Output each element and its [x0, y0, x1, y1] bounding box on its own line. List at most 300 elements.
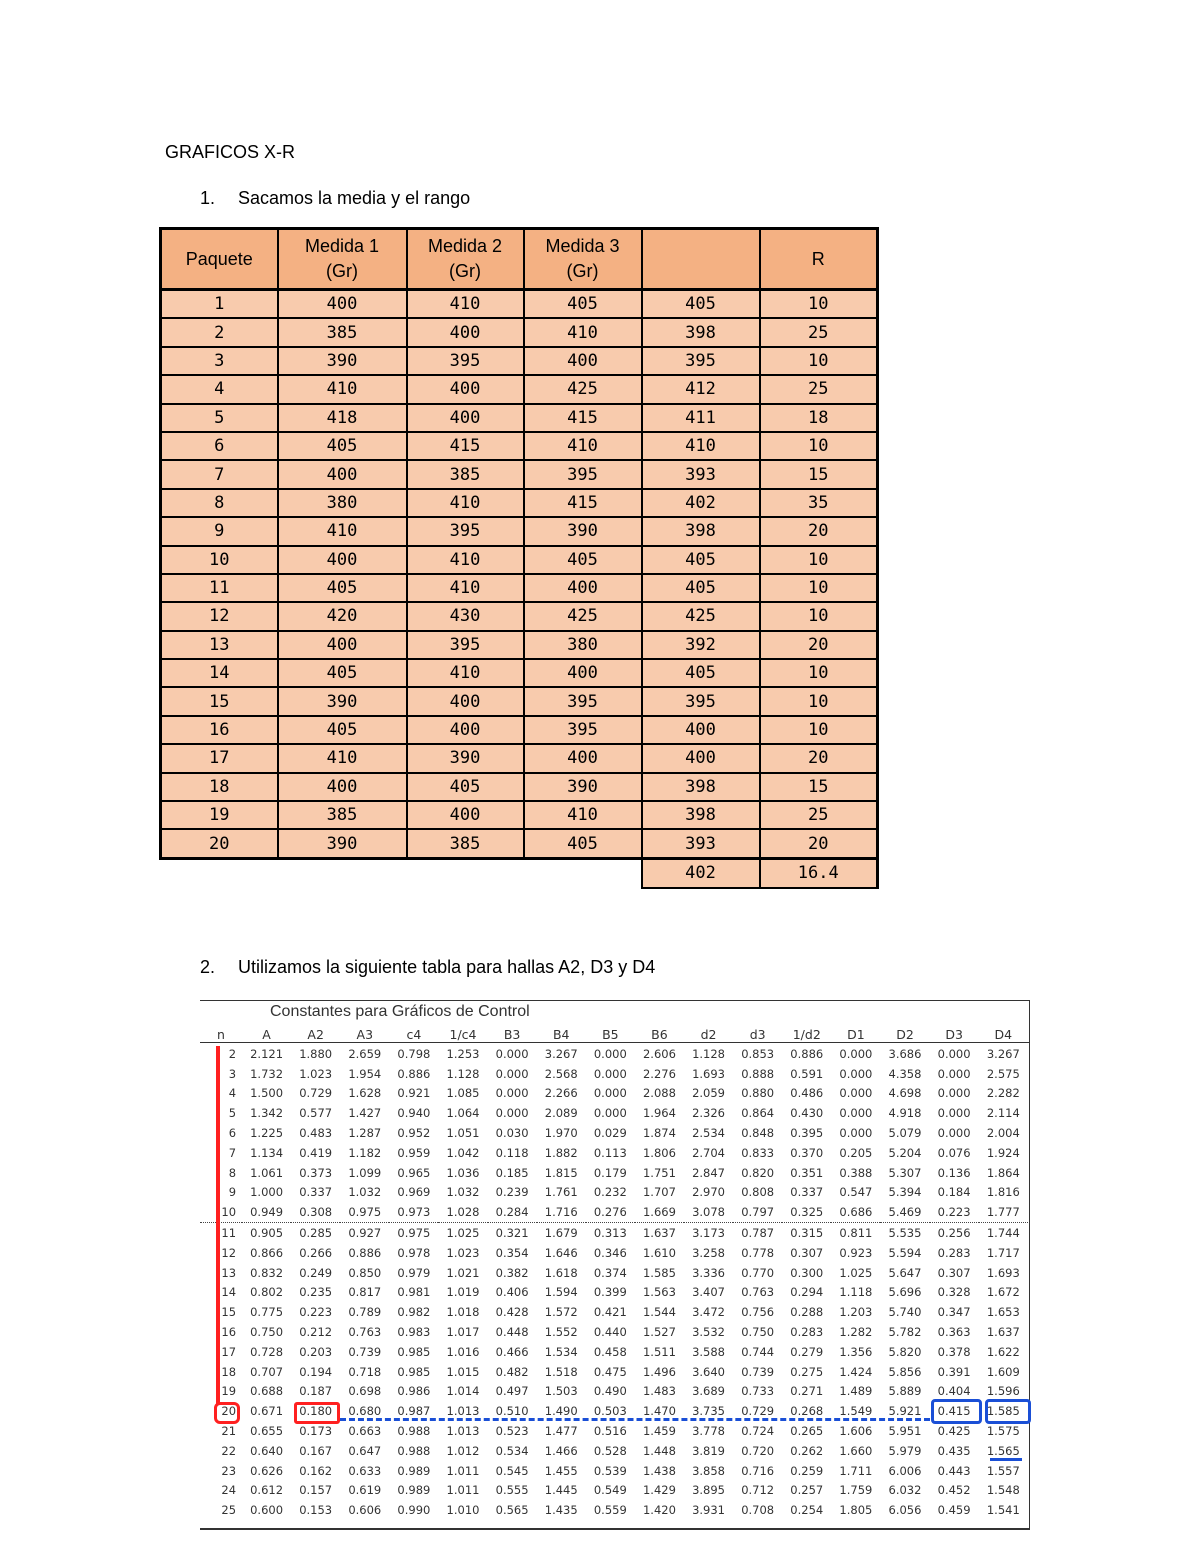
blue-dashed-underline	[340, 1418, 930, 1421]
constants-cell: 1.954	[348, 1066, 382, 1081]
table-cell: 4	[161, 375, 278, 403]
header-col-1	[278, 229, 407, 290]
table-cell: 390	[524, 773, 642, 801]
constants-cell: 1.420	[642, 1503, 676, 1518]
table-row	[161, 318, 878, 346]
table-row	[161, 460, 878, 488]
constants-row	[200, 1421, 1028, 1441]
constants-cell: 0.000	[593, 1046, 627, 1061]
blue-box-d3	[931, 1399, 982, 1424]
constants-cell: 1.016	[446, 1344, 480, 1359]
table-cell: 9	[161, 517, 278, 545]
constants-cell: 2.606	[642, 1046, 676, 1061]
constants-cell: 0.483	[299, 1126, 333, 1141]
constants-cell: 1.717	[986, 1245, 1020, 1260]
constants-cell: 0.179	[593, 1165, 627, 1180]
constants-row	[200, 1500, 1028, 1520]
table-cell: 405	[278, 659, 407, 687]
constants-cell: 3.588	[692, 1344, 726, 1359]
table-cell: 395	[642, 687, 760, 715]
constants-cell: 0.982	[397, 1305, 431, 1320]
constants-cell: 1.356	[839, 1344, 873, 1359]
constants-cell: 0.279	[790, 1344, 824, 1359]
constants-cell: 0.549	[593, 1483, 627, 1498]
table-cell: 400	[524, 744, 642, 772]
constants-cell: 0.000	[839, 1126, 873, 1141]
constants-cell: 0.254	[790, 1503, 824, 1518]
constants-cell: 0.276	[586, 1202, 635, 1222]
constants-header-4: c4	[406, 1026, 422, 1042]
constants-header-11: d3	[749, 1026, 766, 1042]
table-cell: 393	[642, 829, 760, 858]
constants-cell: 1.023	[446, 1245, 480, 1260]
constants-cell: 1.527	[642, 1325, 676, 1340]
table-row	[161, 716, 878, 744]
constants-cell: 0.820	[741, 1165, 775, 1180]
constants-cell: 1.707	[642, 1185, 676, 1200]
constants-cell: 0.118	[495, 1145, 529, 1160]
constants-cell: 0.458	[593, 1344, 627, 1359]
constants-cell: 2.659	[348, 1046, 382, 1061]
table-cell: 400	[278, 290, 407, 319]
constants-cell: 1.544	[642, 1305, 676, 1320]
header-col-2-line2: (Gr)	[449, 261, 481, 281]
constants-cell: 0.680	[348, 1404, 382, 1419]
constants-header-6: B3	[503, 1026, 521, 1042]
constants-cell: 1.622	[986, 1344, 1020, 1359]
constants-cell: 1.438	[642, 1463, 676, 1478]
constants-cell: 0.399	[593, 1285, 627, 1300]
constants-cell: 3.258	[692, 1245, 726, 1260]
constants-row	[200, 1243, 1028, 1263]
constants-cell: 1.660	[839, 1443, 873, 1458]
constants-cell: 1.011	[446, 1463, 480, 1478]
table-cell: 400	[524, 574, 642, 602]
constants-cell: 0.733	[741, 1384, 775, 1399]
table-cell: 35	[760, 489, 878, 517]
constants-cell: 1.061	[250, 1165, 284, 1180]
constants-cell: 0.739	[741, 1364, 775, 1379]
constants-cell: 1.585	[986, 1404, 1020, 1419]
table-cell: 7	[161, 460, 278, 488]
constants-cell: 1.816	[986, 1185, 1020, 1200]
constants-header-3: A3	[356, 1026, 374, 1042]
constants-cell: 0.985	[397, 1344, 431, 1359]
constants-cell: 0.428	[495, 1305, 529, 1320]
constants-cell: 1.693	[692, 1066, 726, 1081]
table-cell: 395	[407, 347, 524, 375]
constants-cell: 3	[228, 1066, 237, 1081]
constants-cell: 5.079	[888, 1126, 922, 1141]
constants-cell: 1.014	[446, 1384, 480, 1399]
constants-cell: 6.056	[888, 1503, 922, 1518]
constants-cell: 1.051	[446, 1126, 480, 1141]
constants-cell: 0.354	[495, 1245, 529, 1260]
constants-cell: 0.459	[937, 1503, 971, 1518]
constants-cell: 0.750	[250, 1325, 284, 1340]
table-cell: 10	[161, 546, 278, 574]
constants-cell: 24	[221, 1483, 237, 1498]
table-cell: 25	[760, 375, 878, 403]
constants-cell: 0.763	[741, 1285, 775, 1300]
table-cell: 385	[407, 829, 524, 858]
constants-cell: 5.782	[888, 1325, 922, 1340]
constants-cell: 1.010	[446, 1503, 480, 1518]
constants-cell: 5.535	[888, 1226, 922, 1241]
constants-cell: 0.973	[389, 1202, 438, 1222]
table-cell: 2	[161, 318, 278, 346]
constants-cell: 2.326	[692, 1106, 726, 1121]
constants-cell: 0.346	[593, 1245, 627, 1260]
constants-cell: 0.347	[937, 1305, 971, 1320]
constants-cell: 6.032	[888, 1483, 922, 1498]
constants-cell: 0.983	[397, 1325, 431, 1340]
constants-cell: 0.173	[299, 1424, 333, 1439]
constants-cell: 1.470	[642, 1404, 676, 1419]
constants-cell: 0.516	[593, 1424, 627, 1439]
constants-cell: 4	[228, 1086, 237, 1101]
table-row	[161, 801, 878, 829]
constants-row	[200, 1461, 1028, 1481]
constants-cell: 0.328	[937, 1285, 971, 1300]
table-cell: 415	[407, 432, 524, 460]
constants-cell: 5.469	[880, 1202, 929, 1222]
table-cell: 410	[407, 546, 524, 574]
constants-cell: 0.167	[299, 1443, 333, 1458]
constants-cell: 0.927	[348, 1226, 382, 1241]
constants-cell: 0.988	[397, 1443, 431, 1458]
constants-header-0: n	[217, 1026, 225, 1042]
table-cell: 18	[760, 404, 878, 432]
step-1-text: Sacamos la media y el rango	[238, 188, 471, 208]
constants-cell: 0.283	[937, 1245, 971, 1260]
document-title: GRAFICOS X-R	[165, 142, 296, 162]
constants-cell: 0.337	[790, 1185, 824, 1200]
table-cell: 398	[642, 773, 760, 801]
constants-cell: 0.435	[937, 1443, 971, 1458]
constants-cell: 0.288	[790, 1305, 824, 1320]
constants-cell: 0.591	[790, 1066, 824, 1081]
constants-cell: 12	[221, 1245, 237, 1260]
constants-cell: 0.523	[495, 1424, 529, 1439]
constants-cell: 1.099	[348, 1165, 382, 1180]
constants-cell: 0.266	[299, 1245, 333, 1260]
constants-cell: 2.282	[986, 1086, 1020, 1101]
constants-cell: 1.477	[544, 1424, 578, 1439]
constants-cell: 0.378	[937, 1344, 971, 1359]
constants-cell: 14	[221, 1285, 237, 1300]
constants-cell: 2.121	[250, 1046, 284, 1061]
constants-cell: 0.452	[937, 1483, 971, 1498]
constants-cell: 0.811	[839, 1226, 873, 1241]
constants-header-5: 1/c4	[449, 1026, 477, 1042]
constants-cell: 0.443	[937, 1463, 971, 1478]
constants-cell: 1.282	[839, 1325, 873, 1340]
constants-cell: 0.688	[250, 1384, 284, 1399]
constants-cell: 0.000	[495, 1046, 529, 1061]
constants-cell: 1.575	[986, 1424, 1020, 1439]
table-row	[161, 347, 878, 375]
constants-cell: 0.853	[741, 1046, 775, 1061]
constants-cell: 0.923	[839, 1245, 873, 1260]
table-cell: 400	[642, 716, 760, 744]
constants-cell: 1.679	[544, 1226, 578, 1241]
constants-row	[200, 1163, 1028, 1183]
table-cell: 395	[407, 517, 524, 545]
constants-cell: 17	[221, 1344, 237, 1359]
table-cell: 400	[407, 404, 524, 432]
constants-cell: 1.503	[544, 1384, 578, 1399]
constants-cell: 0.482	[495, 1364, 529, 1379]
constants-cell: 0.663	[348, 1424, 382, 1439]
table-cell: 25	[760, 318, 878, 346]
constants-cell: 1.459	[642, 1424, 676, 1439]
constants-cell: 1.225	[250, 1126, 284, 1141]
constants-cell: 1.000	[250, 1185, 284, 1200]
constants-cell: 4.358	[888, 1066, 922, 1081]
constants-cell: 2	[228, 1046, 237, 1061]
constants-cell: 0.382	[495, 1265, 529, 1280]
constants-cell: 0.712	[741, 1483, 775, 1498]
table-cell: 398	[642, 318, 760, 346]
constants-row	[200, 1202, 1028, 1222]
constants-cell: 1.455	[544, 1463, 578, 1478]
constants-cell: 0.285	[299, 1226, 333, 1241]
constants-cell: 1.534	[544, 1344, 578, 1359]
table-row	[161, 744, 878, 772]
constants-cell: 1.490	[544, 1404, 578, 1419]
constants-row	[200, 1302, 1028, 1322]
constants-cell: 1.744	[986, 1226, 1020, 1241]
constants-cell: 3.931	[692, 1503, 726, 1518]
red-box-a2	[294, 1402, 340, 1424]
header-col-4	[642, 229, 760, 290]
constants-cell: 0.990	[397, 1503, 431, 1518]
constants-cell: 1.500	[250, 1086, 284, 1101]
constants-cell: 0.325	[782, 1202, 831, 1222]
constants-cell: 2.114	[986, 1106, 1020, 1121]
constants-cell: 0.744	[741, 1344, 775, 1359]
constants-cell: 0.212	[299, 1325, 333, 1340]
constants-cell: 0.850	[348, 1265, 382, 1280]
constants-cell: 0.223	[930, 1202, 979, 1222]
constants-cell: 5.856	[888, 1364, 922, 1379]
table-cell: 405	[524, 829, 642, 858]
constants-cell: 0.490	[593, 1384, 627, 1399]
table-cell: 400	[407, 375, 524, 403]
constants-cell: 0.832	[250, 1265, 284, 1280]
constants-cell: 0.337	[299, 1185, 333, 1200]
table-cell: 400	[407, 801, 524, 829]
constants-cell: 0.988	[397, 1424, 431, 1439]
total-range: 16.4	[760, 858, 878, 888]
constants-cell: 0.300	[790, 1265, 824, 1280]
constants-cell: 3.078	[684, 1202, 733, 1222]
table-cell: 395	[524, 716, 642, 744]
table-cell: 390	[278, 347, 407, 375]
constants-cell: 1.011	[446, 1483, 480, 1498]
table-cell: 15	[161, 687, 278, 715]
constants-cell: 3.858	[692, 1463, 726, 1478]
table-cell: 10	[760, 716, 878, 744]
constants-cell: 0.374	[593, 1265, 627, 1280]
constants-cell: 1.015	[446, 1364, 480, 1379]
constants-cell: 1.777	[979, 1202, 1028, 1222]
constants-cell: 3.407	[692, 1285, 726, 1300]
constants-cell: 5.394	[888, 1185, 922, 1200]
constants-cell: 0.257	[790, 1483, 824, 1498]
table-cell: 410	[278, 517, 407, 545]
constants-row	[200, 1044, 1028, 1064]
constants-cell: 4.698	[888, 1086, 922, 1101]
totals-spacer	[161, 858, 642, 888]
table-cell: 3	[161, 347, 278, 375]
table-cell: 12	[161, 602, 278, 630]
constants-cell: 0.370	[790, 1145, 824, 1160]
constants-cell: 0.559	[593, 1503, 627, 1518]
constants-cell: 1.548	[986, 1483, 1020, 1498]
constants-cell: 1.496	[642, 1364, 676, 1379]
constants-cell: 3.735	[692, 1404, 726, 1419]
constants-cell: 1.036	[446, 1165, 480, 1180]
table-cell: 395	[407, 631, 524, 659]
constants-cell: 3.689	[692, 1384, 726, 1399]
constants-row	[200, 1283, 1028, 1303]
constants-cell: 0.545	[495, 1463, 529, 1478]
constants-header-8: B5	[602, 1026, 619, 1042]
bottom-rule	[200, 1528, 1030, 1530]
header-col-1-line2: (Gr)	[326, 261, 358, 281]
constants-row	[200, 1084, 1028, 1104]
constants-cell: 1.025	[839, 1265, 873, 1280]
table-cell: 410	[278, 744, 407, 772]
table-cell: 405	[642, 546, 760, 574]
constants-cell: 1.134	[250, 1145, 284, 1160]
constants-cell: 3.778	[692, 1424, 726, 1439]
constants-cell: 5.647	[888, 1265, 922, 1280]
table-row	[161, 773, 878, 801]
table-cell: 10	[760, 687, 878, 715]
constants-cell: 0.724	[741, 1424, 775, 1439]
constants-cell: 0.466	[495, 1344, 529, 1359]
constants-cell: 1.552	[544, 1325, 578, 1340]
constants-cell: 0.271	[790, 1384, 824, 1399]
constants-cell: 1.019	[446, 1285, 480, 1300]
constants-cell: 0.778	[741, 1245, 775, 1260]
table-row	[161, 432, 878, 460]
table-cell: 398	[642, 801, 760, 829]
constants-cell: 3.686	[888, 1046, 922, 1061]
constants-cell: 1.518	[544, 1364, 578, 1379]
table-cell: 412	[642, 375, 760, 403]
constants-cell: 0.989	[397, 1483, 431, 1498]
constants-cell: 0.275	[790, 1364, 824, 1379]
constants-header-1: A	[262, 1026, 271, 1042]
constants-cell: 0.000	[593, 1106, 627, 1121]
constants-cell: 0.268	[790, 1404, 824, 1419]
constants-cell: 1.653	[986, 1305, 1020, 1320]
constants-cell: 0.547	[839, 1185, 873, 1200]
constants-cell: 1.042	[446, 1145, 480, 1160]
constants-cell: 1.448	[642, 1443, 676, 1458]
table-cell: 398	[642, 517, 760, 545]
constants-cell: 0.975	[340, 1202, 389, 1222]
constants-cell: 0.153	[299, 1503, 333, 1518]
constants-cell: 5.951	[888, 1424, 922, 1439]
table-row	[161, 687, 878, 715]
constants-cell: 20	[221, 1404, 237, 1419]
constants-cell: 0.739	[348, 1344, 382, 1359]
constants-cell: 1.693	[986, 1265, 1020, 1280]
constants-cell: 18	[221, 1364, 237, 1379]
constants-cell: 0.000	[593, 1086, 627, 1101]
table-cell: 20	[760, 631, 878, 659]
constants-cell: 10	[200, 1202, 242, 1222]
constants-cell: 23	[221, 1463, 237, 1478]
constants-cell: 5.820	[888, 1344, 922, 1359]
constants-cell: 0.886	[790, 1046, 824, 1061]
constants-cell: 0.239	[495, 1185, 529, 1200]
constants-cell: 0.965	[397, 1165, 431, 1180]
constants-cell: 0.565	[495, 1503, 529, 1518]
table-row	[161, 602, 878, 630]
table-cell: 405	[642, 290, 760, 319]
table-cell: 400	[524, 659, 642, 687]
constants-cell: 0.729	[299, 1086, 333, 1101]
constants-cell: 1.466	[544, 1443, 578, 1458]
table-cell: 390	[407, 744, 524, 772]
constants-cell: 0.789	[348, 1305, 382, 1320]
constants-header-12: 1/d2	[792, 1026, 821, 1042]
constants-cell: 5.204	[888, 1145, 922, 1160]
constants-cell: 6.006	[888, 1463, 922, 1478]
constants-cell: 0.203	[299, 1344, 333, 1359]
constants-cell: 1.064	[446, 1106, 480, 1121]
constants-cell: 0.797	[733, 1202, 782, 1222]
constants-cell: 1.880	[299, 1046, 333, 1061]
header-col-1-line1: Medida 1	[304, 236, 380, 256]
table-cell: 19	[161, 801, 278, 829]
constants-cell: 0.798	[397, 1046, 431, 1061]
constants-cell: 1.874	[642, 1126, 676, 1141]
header-col-2-line1: Medida 2	[427, 236, 503, 256]
constants-cell: 2.704	[692, 1145, 726, 1160]
constants-cell: 1.424	[839, 1364, 873, 1379]
constants-cell: 0.716	[741, 1463, 775, 1478]
constants-cell: 25	[221, 1503, 237, 1518]
table-cell: 405	[524, 546, 642, 574]
blue-box-d4	[985, 1399, 1031, 1424]
constants-cell: 0.256	[937, 1226, 971, 1241]
constants-cell: 0.612	[250, 1483, 284, 1498]
constants-row	[200, 1123, 1028, 1143]
table-cell: 420	[278, 602, 407, 630]
table-cell: 16	[161, 716, 278, 744]
constants-cell: 1.018	[446, 1305, 480, 1320]
constants-cell: 1.023	[299, 1066, 333, 1081]
constants-cell: 1.128	[692, 1046, 726, 1061]
constants-header-16: D4	[994, 1026, 1013, 1042]
constants-cell: 1.732	[250, 1066, 284, 1081]
table-cell: 405	[642, 574, 760, 602]
table-cell: 400	[278, 773, 407, 801]
constants-cell: 0.000	[593, 1066, 627, 1081]
table-cell: 400	[278, 546, 407, 574]
constants-cell: 0.503	[593, 1404, 627, 1419]
constants-cell: 4.918	[888, 1106, 922, 1121]
table-cell: 13	[161, 631, 278, 659]
constants-row	[200, 1183, 1028, 1203]
